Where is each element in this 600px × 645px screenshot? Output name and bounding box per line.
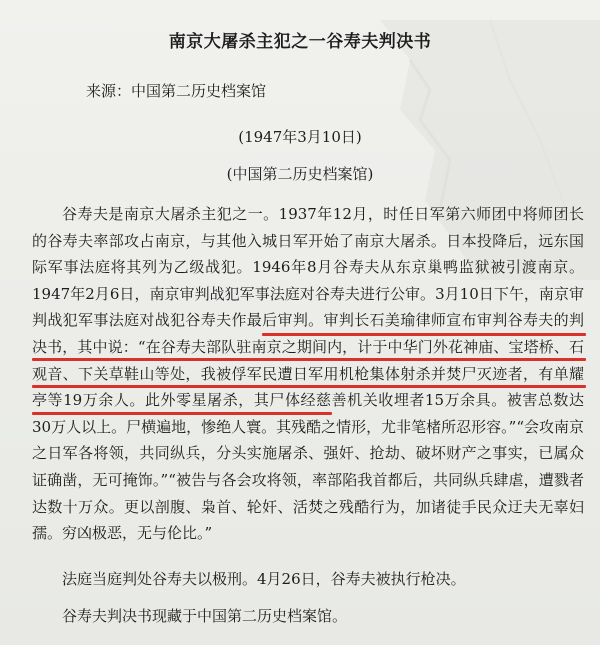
body-paragraph-1: 谷寿夫是南京大屠杀主犯之一。1937年12月，时任日军第六师团中将师团长的谷寿夫率部攻占南京，与其他入城日军开始了南京大屠杀。日本投降后，远东国际军事法庭将其列为乙级战犯。1946年8月谷寿夫从东京巢鸭监狱被引渡南京。1947年2月6日，南京审判战犯军事法庭对谷寿夫进行公审。3月10日下午，南京审判战犯军事法庭对战犯谷寿夫作最后审判。审判长石美瑜律师宣布审判谷寿夫的判决书，其中说：“在谷寿夫部队驻南京之期间内，计于中华门外花神庙、宝塔桥、石观音、下关草鞋山等处，我被俘军民遭日军用机枪集体射杀并焚尸灭迹者，有单耀亭等19万余人。此外零星屠杀，其尸体经慈善机关收埋者15万余具。被害总数达30万人以上。尸横遍地，惨绝人寰。其残酷之情形，尤非笔楮所忍形容。”“会攻南京之日军各将领，共同纵兵，分头实施屠杀、强奸、抢劫、破坏财产之事实，已属众证确凿，无可掩饰。”“被告与各会攻将领，率部陷我首都后，共同纵兵肆虐，遭戮者达数十万众。更以剖腹、枭首、轮奸、活焚之残酷行为，加诸徒手民众迂夫无辜妇孺。穷凶极恶，无与伦比。” <box>32 205 584 543</box>
document-date: (1947年3月10日) <box>238 128 362 146</box>
archive-name: (中国第二历史档案馆) <box>226 165 374 183</box>
source-line: 来源：中国第二历史档案馆 <box>86 82 267 100</box>
body-paragraph-2: 法庭当庭判处谷寿夫以极刑。4月26日，谷寿夫被执行枪决。 <box>62 570 466 588</box>
document-title: 南京大屠杀主犯之一谷寿夫判决书 <box>168 32 432 52</box>
body-paragraph-3: 谷寿夫判决书现藏于中国第二历史档案馆。 <box>62 607 348 625</box>
highlight-underline-1 <box>262 333 586 336</box>
highlight-underline-2 <box>32 358 586 361</box>
highlight-underline-3 <box>32 385 586 388</box>
highlight-underline-4 <box>32 412 332 415</box>
